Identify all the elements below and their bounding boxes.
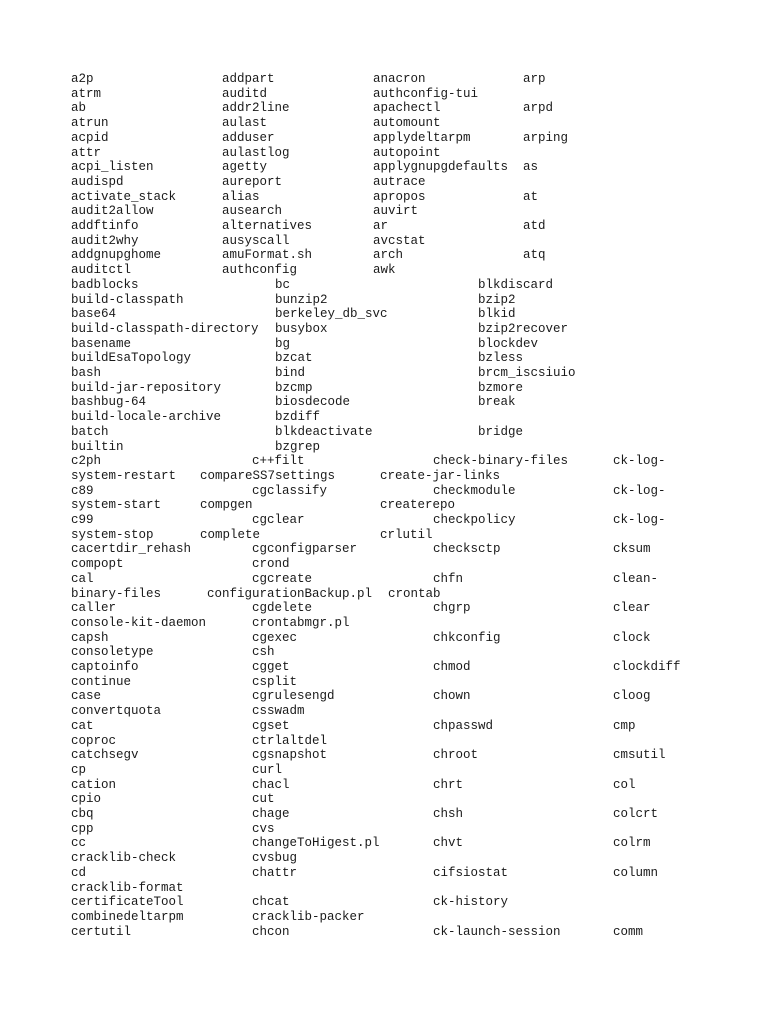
command-name: cgclear [252,513,305,527]
command-name: cgconfigparser [252,542,358,557]
command-name: authconfig [222,263,298,278]
command-name: certificateTool [71,895,184,910]
command-name: chroot [433,748,479,763]
command-name: colrm [613,836,651,851]
command-name: build-jar-repository [71,380,222,395]
command-name: cmsutil [613,748,666,763]
command-name: audit2why [71,233,139,248]
command-name: basename [71,336,132,351]
command-name: cpp [71,821,94,836]
command-name: chacl [252,777,290,792]
command-name: curl [252,762,283,777]
listing-line [0,572,768,587]
listing-line [0,131,768,146]
command-name: atd [523,219,546,233]
listing-line [0,734,768,749]
command-name: auvirt [373,204,419,219]
command-name: chkconfig [433,630,501,645]
listing-line [0,337,768,352]
command-name: cacertdir_rehash [71,542,192,557]
command-name: acpid [71,130,109,145]
listing-line [0,836,768,851]
listing-line [0,204,768,219]
command-name: bzcat [275,351,313,366]
command-name: ausyscall [222,233,290,248]
listing-line [0,484,768,499]
listing-line [0,278,768,293]
command-name: aulast [222,116,268,131]
command-name: cracklib-packer [252,909,365,924]
listing-line [0,528,768,543]
listing-line [0,925,768,940]
command-name: cgget [252,660,290,674]
command-name: ck-log- [613,454,666,469]
command-name: cc [71,836,87,851]
command-name: bash [71,366,102,380]
command-name: at [523,189,539,204]
command-name: clean- [613,571,659,586]
command-name: system-start [71,498,162,513]
command-name: builtin [71,439,124,454]
command-name: blkdeactivate [275,424,373,439]
listing-line [0,822,768,837]
command-name: batch [71,424,109,439]
command-name: create-jar-links [380,468,501,483]
command-name: col [613,777,636,792]
listing-line [0,866,768,881]
command-name: alternatives [222,219,313,233]
command-name: ausearch [222,204,283,219]
command-name: bc [275,277,291,292]
command-name: chcat [252,895,290,910]
command-name: cgrulesengd [252,689,335,704]
listing-line [0,219,768,234]
listing-line [0,704,768,719]
command-name: consoletype [71,645,154,660]
command-name: bzdiff [275,410,321,425]
command-name: attr [71,145,102,160]
command-name: check-binary-files [433,454,569,469]
listing-line [0,351,768,366]
command-name: aureport [222,174,283,189]
command-name: break [478,395,516,410]
command-name: chattr [252,865,298,880]
listing-line [0,410,768,425]
command-name: blkid [478,307,516,322]
listing-line [0,248,768,263]
command-name: certutil [71,924,132,939]
command-name: bashbug-64 [71,395,147,410]
command-name: anacron [373,72,426,86]
listing-line [0,587,768,602]
command-name: bzcmp [275,380,313,395]
command-name: cgset [252,718,290,733]
command-name: amuFormat.sh [222,248,313,263]
command-name: auditd [222,86,268,101]
command-name: catchsegv [71,748,139,763]
command-name: bg [275,336,291,351]
command-name: colcrt [613,807,659,821]
command-name: busybox [275,321,328,336]
command-name: case [71,689,102,704]
command-name: cracklib-check [71,851,177,866]
command-name: ctrlaltdel [252,733,328,748]
command-name: binary-files [71,586,162,601]
command-name: cpio [71,792,102,807]
command-name: column [613,865,659,880]
command-name: cp [71,762,87,777]
listing-line [0,469,768,484]
listing-line [0,160,768,175]
command-name: compopt [71,557,124,572]
command-name: blkdiscard [478,277,554,292]
command-name: bzmore [478,380,524,395]
command-name: aulastlog [222,145,290,160]
listing-line [0,660,768,675]
command-name: checksctp [433,542,501,557]
listing-line [0,101,768,116]
command-name: checkmodule [433,483,516,498]
command-name: cloog [613,689,651,704]
command-name: complete [200,527,261,542]
command-name: bzless [478,351,524,366]
command-name: combinedeltarpm [71,909,184,924]
command-name: audispd [71,174,124,189]
command-name: chfn [433,571,464,586]
command-name: cgexec [252,630,298,645]
command-name: avcstat [373,233,426,248]
command-name: capsh [71,630,109,645]
command-name: build-classpath [71,292,184,307]
command-name: arch [373,248,404,263]
command-name: brcm_iscsiuio [478,366,576,380]
command-name: bzgrep [275,439,321,454]
command-name: atrm [71,86,102,101]
listing-line [0,631,768,646]
command-name: cifsiostat [433,865,509,880]
command-name: addftinfo [71,219,139,233]
command-name: agetty [222,160,268,175]
listing-line [0,557,768,572]
command-name: acpi_listen [71,160,154,175]
command-name: clear [613,601,651,616]
listing-line [0,263,768,278]
command-name: autrace [373,174,426,189]
command-name: ck-log- [613,483,666,498]
command-name: continue [71,674,132,689]
listing-line [0,87,768,102]
command-name: autopoint [373,145,441,160]
command-name: cat [71,718,94,733]
listing-line [0,851,768,866]
command-name: auditctl [71,263,132,278]
command-name: compareSS7settings [200,468,336,483]
command-name: arp [523,72,546,86]
listing-line [0,763,768,778]
listing-line [0,792,768,807]
listing-line [0,513,768,528]
listing-line [0,234,768,249]
command-name: bunzip2 [275,292,328,307]
listing-line [0,72,768,87]
command-name: base64 [71,307,117,322]
command-name: bridge [478,424,524,439]
command-name: clock [613,630,651,645]
command-name: ar [373,219,389,233]
listing-line [0,381,768,396]
command-name: addr2line [222,101,290,116]
listing-line [0,395,768,410]
listing-line [0,895,768,910]
command-name: adduser [222,130,275,145]
listing-line [0,440,768,455]
listing-line [0,498,768,513]
command-name: applydeltarpm [373,130,471,145]
command-name: cksum [613,542,651,557]
listing-line [0,807,768,822]
command-name: configurationBackup.pl [207,586,373,601]
command-name: badblocks [71,277,139,292]
listing-line [0,748,768,763]
listing-line [0,366,768,381]
command-name: ck-log- [613,513,666,527]
command-name: cvsbug [252,851,298,866]
command-name: blockdev [478,336,539,351]
command-name: system-stop [71,527,154,542]
command-name: ck-history [433,895,509,910]
command-name: berkeley_db_svc [275,307,388,322]
command-name: system-restart [71,468,177,483]
command-name: addpart [222,72,275,86]
command-name: cmp [613,718,636,733]
command-name: build-classpath-directory [71,321,259,336]
listing-line [0,454,768,469]
listing-line [0,689,768,704]
listing-line [0,293,768,308]
command-name: chcon [252,924,290,939]
command-name: crontabmgr.pl [252,615,350,630]
command-name: createrepo [380,498,456,513]
listing-line [0,322,768,337]
command-name: captoinfo [71,660,139,674]
command-name: c99 [71,513,94,527]
command-name: bind [275,366,306,380]
command-name: cracklib-format [71,880,184,895]
command-name: checkpolicy [433,513,516,527]
command-name: activate_stack [71,189,177,204]
command-name: cvs [252,821,275,836]
listing-line [0,146,768,161]
command-name: buildEsaTopology [71,351,192,366]
command-name: csh [252,645,275,660]
command-name: apachectl [373,101,441,116]
command-name: cgcreate [252,571,313,586]
command-name: clockdiff [613,660,681,674]
command-name: chage [252,807,290,821]
command-name: comm [613,924,644,939]
command-name: a2p [71,72,94,86]
command-name: chown [433,689,471,704]
listing-line [0,307,768,322]
command-name: as [523,160,539,175]
command-name: cgclassify [252,483,328,498]
command-name: awk [373,263,396,278]
command-name: cgsnapshot [252,748,328,763]
listing-line [0,719,768,734]
listing-line [0,778,768,793]
listing-line [0,616,768,631]
command-name: arping [523,130,569,145]
command-name: cation [71,777,117,792]
command-name: bzip2recover [478,321,569,336]
listing-line [0,542,768,557]
command-name: atrun [71,116,109,131]
command-name: cut [252,792,275,807]
command-name: compgen [200,498,253,513]
command-name: build-locale-archive [71,410,222,425]
command-name: addgnupghome [71,248,162,263]
listing-line [0,116,768,131]
command-name: crond [252,557,290,572]
command-name: caller [71,601,117,616]
command-name: crlutil [380,527,433,542]
command-name: console-kit-daemon [71,615,207,630]
listing-line [0,425,768,440]
listing-line [0,175,768,190]
command-name: chsh [433,807,464,821]
command-name: cd [71,865,87,880]
command-name: csswadm [252,704,305,719]
command-name: bzip2 [478,292,516,307]
command-name: atq [523,248,546,263]
command-name: csplit [252,674,298,689]
command-name: chrt [433,777,464,792]
command-name: authconfig-tui [373,86,479,101]
command-name: c2ph [71,454,102,469]
command-name: arpd [523,101,554,116]
command-name: convertquota [71,704,162,719]
command-name: crontab [388,586,441,601]
command-name: applygnupgdefaults [373,160,509,175]
listing-line [0,675,768,690]
command-name: chmod [433,660,471,674]
listing-line [0,881,768,896]
command-name: ck-launch-session [433,924,561,939]
command-name: biosdecode [275,395,351,410]
listing-line [0,645,768,660]
command-name: cal [71,571,94,586]
command-name: chpasswd [433,718,494,733]
command-name: audit2allow [71,204,154,219]
listing-line [0,601,768,616]
command-name: chgrp [433,601,471,616]
command-name: alias [222,189,260,204]
command-name: c++filt [252,454,305,469]
command-name: cgdelete [252,601,313,616]
command-name: changeToHigest.pl [252,836,380,851]
listing-line [0,190,768,205]
command-name: automount [373,116,441,131]
command-name: apropos [373,189,426,204]
command-name: c89 [71,483,94,498]
command-name: coproc [71,733,117,748]
command-name: ab [71,101,87,116]
listing-line [0,910,768,925]
command-name: chvt [433,836,464,851]
command-name: cbq [71,807,94,821]
